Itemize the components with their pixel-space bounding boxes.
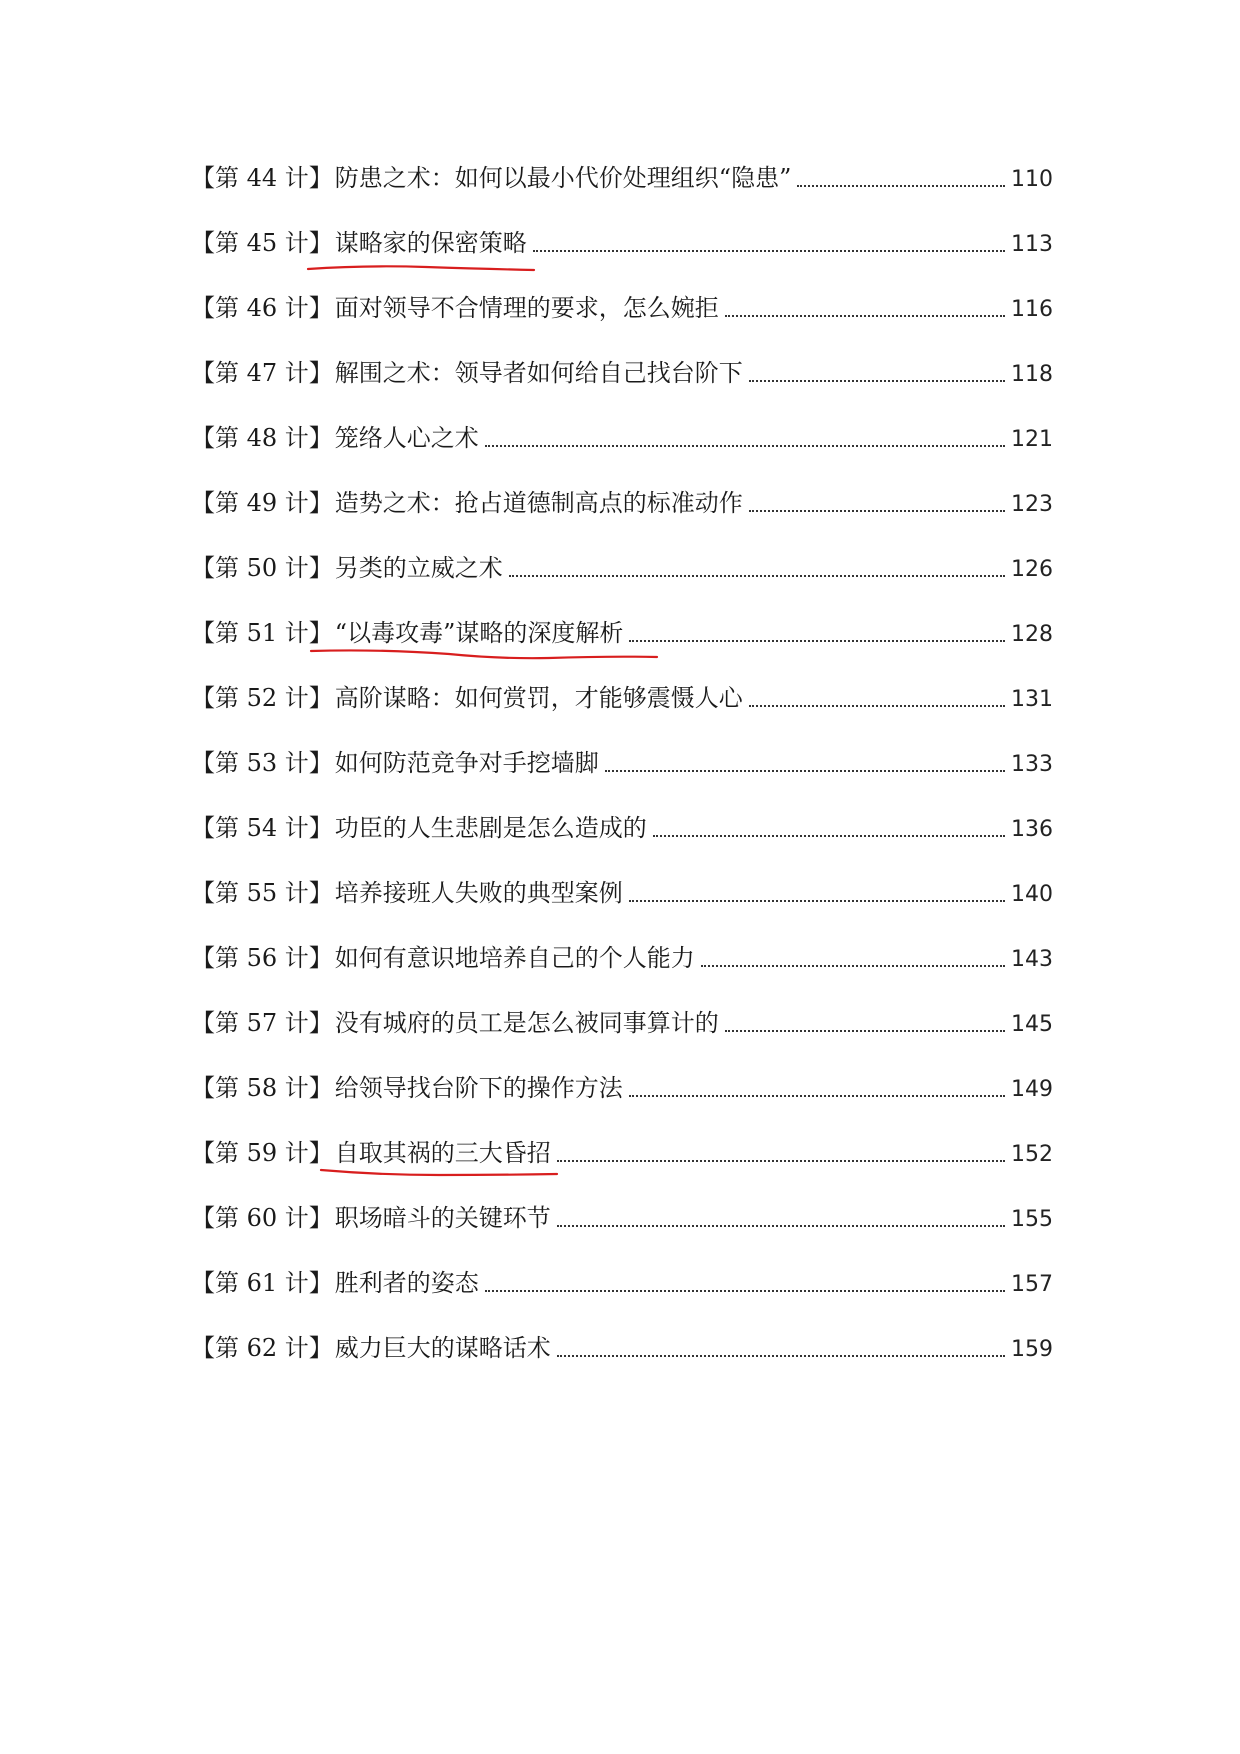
table-of-contents — [191, 160, 1053, 1395]
toc-entry-page: 145 — [1011, 1012, 1053, 1037]
toc-leader-dots — [725, 315, 1005, 317]
red-underline-annotation — [306, 259, 536, 275]
toc-leader-dots — [509, 575, 1005, 577]
toc-leader-dots — [629, 1095, 1005, 1097]
toc-entry-page: 113 — [1011, 232, 1053, 257]
toc-entry-page: 116 — [1011, 297, 1053, 322]
toc-entry-number: 【第 60 计】 — [191, 1204, 333, 1232]
toc-entry-number: 【第 61 计】 — [191, 1269, 333, 1297]
toc-entry-number: 【第 47 计】 — [191, 359, 333, 387]
toc-leader-dots — [653, 835, 1005, 837]
toc-entry[interactable] — [191, 1005, 1053, 1070]
toc-entry-title: 胜利者的姿态 — [334, 1269, 479, 1297]
toc-entry[interactable] — [191, 1070, 1053, 1135]
toc-leader-dots — [749, 380, 1005, 382]
toc-leader-dots — [557, 1355, 1005, 1357]
toc-entry-title: 谋略家的保密策略 — [334, 229, 527, 257]
toc-entry-page: 149 — [1011, 1077, 1053, 1102]
toc-entry-page: 159 — [1011, 1337, 1053, 1362]
toc-leader-dots — [797, 185, 1005, 187]
toc-entry-page: 110 — [1011, 167, 1053, 192]
toc-entry-title: 没有城府的员工是怎么被同事算计的 — [334, 1009, 719, 1037]
toc-entry[interactable] — [191, 1135, 1053, 1200]
toc-entry-page: 136 — [1011, 817, 1053, 842]
toc-entry-number: 【第 52 计】 — [191, 684, 333, 712]
toc-entry-number: 【第 58 计】 — [191, 1074, 333, 1102]
toc-entry-title: 给领导找台阶下的操作方法 — [334, 1074, 623, 1102]
toc-entry-page: 123 — [1011, 492, 1053, 517]
toc-leader-dots — [725, 1030, 1005, 1032]
toc-entry-title: 造势之术：抢占道德制高点的标准动作 — [334, 489, 743, 517]
toc-leader-dots — [605, 770, 1005, 772]
toc-entry-page: 121 — [1011, 427, 1053, 452]
toc-entry-number: 【第 54 计】 — [191, 814, 333, 842]
toc-entry-title: 面对领导不合情理的要求，怎么婉拒 — [334, 294, 719, 322]
toc-entry-title: 功臣的人生悲剧是怎么造成的 — [334, 814, 647, 842]
toc-entry[interactable] — [191, 615, 1053, 680]
toc-entry-page: 133 — [1011, 752, 1053, 777]
toc-leader-dots — [557, 1160, 1005, 1162]
toc-leader-dots — [701, 965, 1005, 967]
toc-entry[interactable] — [191, 225, 1053, 290]
toc-entry-title: 培养接班人失败的典型案例 — [334, 879, 623, 907]
toc-entry-page: 155 — [1011, 1207, 1053, 1232]
toc-entry-title: 解围之术：领导者如何给自己找台阶下 — [334, 359, 743, 387]
toc-entry-page: 152 — [1011, 1142, 1053, 1167]
toc-entry[interactable] — [191, 485, 1053, 550]
toc-leader-dots — [749, 510, 1005, 512]
toc-entry-title: 防患之术：如何以最小代价处理组织“隐患” — [334, 164, 792, 192]
toc-entry-page: 131 — [1011, 687, 1053, 712]
toc-entry[interactable] — [191, 550, 1053, 615]
toc-entry-number: 【第 59 计】 — [191, 1139, 333, 1167]
toc-entry-title: 另类的立威之术 — [334, 554, 503, 582]
toc-leader-dots — [485, 1290, 1005, 1292]
toc-entry[interactable] — [191, 680, 1053, 745]
toc-entry-number: 【第 56 计】 — [191, 944, 333, 972]
toc-entry-title: 高阶谋略：如何赏罚，才能够震慑人心 — [334, 684, 743, 712]
toc-entry-number: 【第 46 计】 — [191, 294, 333, 322]
toc-entry-title: 如何防范竞争对手挖墙脚 — [334, 749, 599, 777]
toc-entry[interactable] — [191, 1265, 1053, 1330]
toc-entry-number: 【第 48 计】 — [191, 424, 333, 452]
toc-entry-title: 如何有意识地培养自己的个人能力 — [334, 944, 695, 972]
toc-entry[interactable] — [191, 355, 1053, 420]
toc-leader-dots — [629, 900, 1005, 902]
toc-entry-page: 157 — [1011, 1272, 1053, 1297]
toc-entry[interactable] — [191, 940, 1053, 1005]
toc-entry-page: 140 — [1011, 882, 1053, 907]
toc-entry-title: “以毒攻毒”谋略的深度解析 — [334, 619, 624, 647]
toc-leader-dots — [749, 705, 1005, 707]
toc-entry-number: 【第 55 计】 — [191, 879, 333, 907]
toc-entry-page: 118 — [1011, 362, 1053, 387]
toc-entry[interactable] — [191, 160, 1053, 225]
toc-leader-dots — [485, 445, 1005, 447]
toc-entry-title: 自取其祸的三大昏招 — [334, 1139, 551, 1167]
toc-entry[interactable] — [191, 810, 1053, 875]
toc-leader-dots — [629, 640, 1005, 642]
toc-entry-page: 126 — [1011, 557, 1053, 582]
toc-entry[interactable] — [191, 290, 1053, 355]
toc-entry-number: 【第 50 计】 — [191, 554, 333, 582]
toc-entry-number: 【第 49 计】 — [191, 489, 333, 517]
toc-entry[interactable] — [191, 745, 1053, 810]
toc-entry[interactable] — [191, 875, 1053, 940]
toc-entry-number: 【第 44 计】 — [191, 164, 333, 192]
toc-entry[interactable] — [191, 420, 1053, 485]
toc-entry[interactable] — [191, 1330, 1053, 1395]
toc-entry-page: 128 — [1011, 622, 1053, 647]
toc-entry-number: 【第 51 计】 — [191, 619, 333, 647]
toc-entry[interactable] — [191, 1200, 1053, 1265]
toc-entry-title: 职场暗斗的关键环节 — [334, 1204, 551, 1232]
toc-entry-number: 【第 57 计】 — [191, 1009, 333, 1037]
toc-entry-page: 143 — [1011, 947, 1053, 972]
toc-entry-number: 【第 62 计】 — [191, 1334, 333, 1362]
toc-entry-title: 笼络人心之术 — [334, 424, 479, 452]
toc-leader-dots — [533, 250, 1005, 252]
toc-leader-dots — [557, 1225, 1005, 1227]
toc-entry-number: 【第 45 计】 — [191, 229, 333, 257]
toc-entry-title: 威力巨大的谋略话术 — [334, 1334, 551, 1362]
toc-entry-number: 【第 53 计】 — [191, 749, 333, 777]
